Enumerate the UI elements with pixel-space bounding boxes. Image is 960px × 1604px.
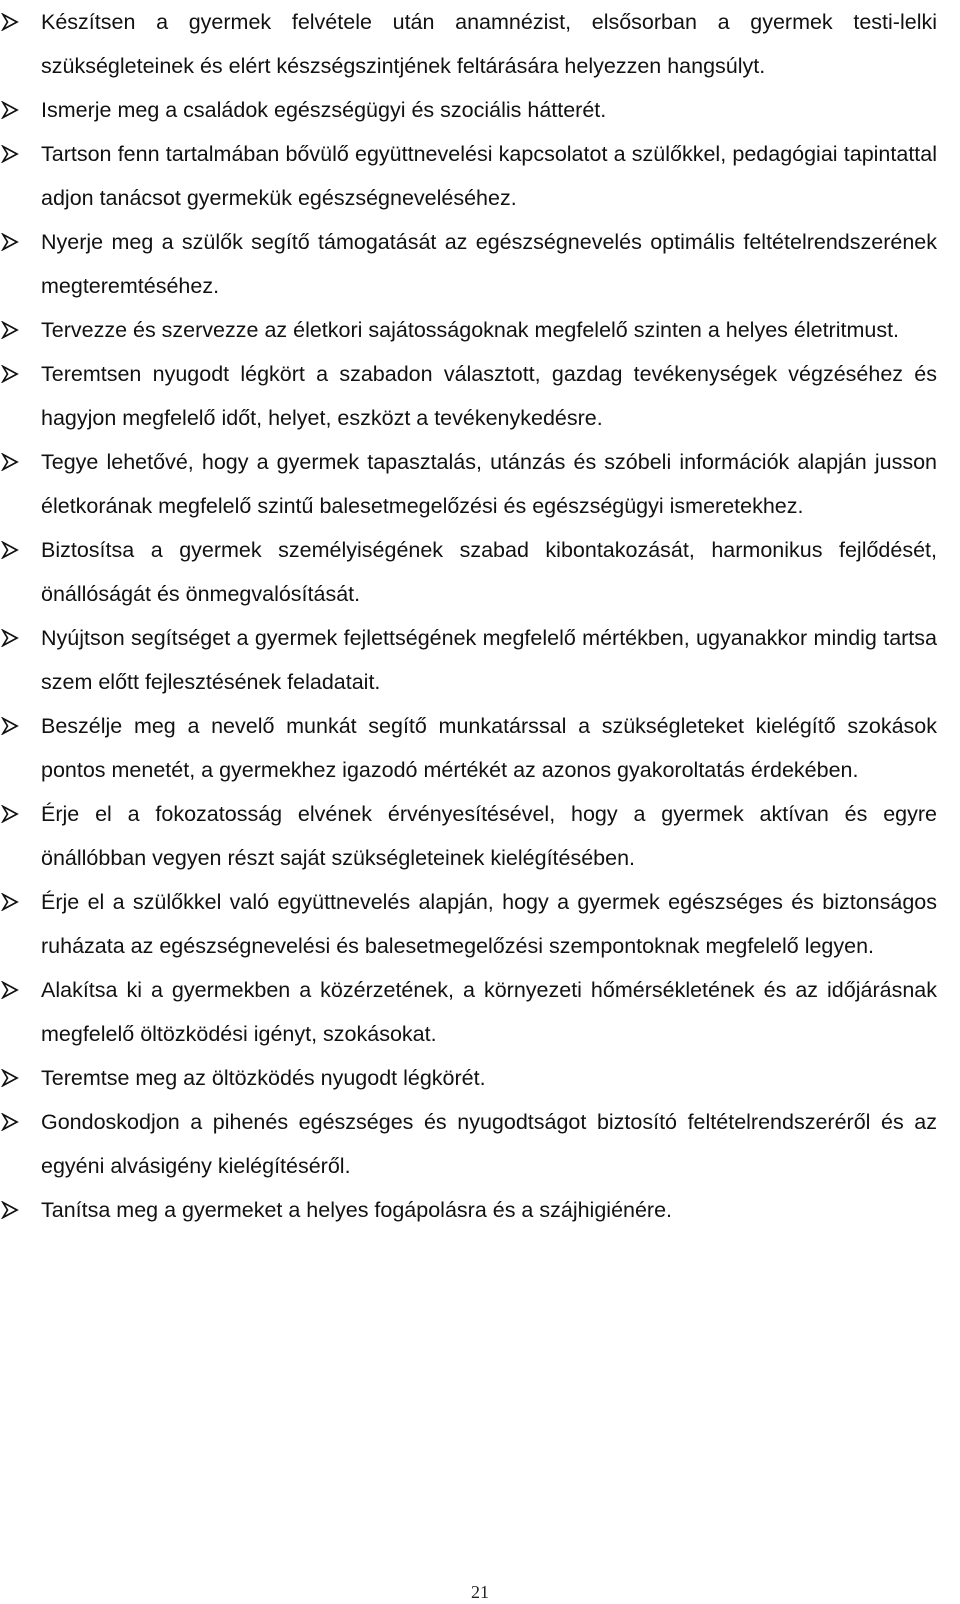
list-item-text: Nyújtson segítséget a gyermek fejlettségének megfelelő mértékben, ugyanakkor mindig tartsa szem előtt fejlesztésének feladatait. bbox=[41, 626, 937, 694]
list-item-text: Érje el a fokozatosság elvének érvényesítésével, hogy a gyermek aktívan és egyre önállóbban vegyen részt saját szükségleteinek kielégítésében. bbox=[41, 802, 937, 870]
list-item-text: Teremtse meg az öltözködés nyugodt légkörét. bbox=[41, 1066, 486, 1090]
arrowhead-bullet-icon bbox=[0, 453, 22, 473]
list-item bbox=[0, 88, 960, 132]
list-item bbox=[0, 1100, 960, 1188]
list-item bbox=[0, 528, 960, 616]
list-item bbox=[0, 220, 960, 308]
list-item bbox=[0, 308, 960, 352]
arrowhead-bullet-icon bbox=[0, 1069, 22, 1089]
arrowhead-bullet-icon bbox=[0, 629, 22, 649]
list-item-text: Teremtsen nyugodt légkört a szabadon választott, gazdag tevékenységek végzéséhez és hagyjon megfelelő időt, helyet, eszközt a tevékenykedésre. bbox=[41, 362, 937, 430]
arrowhead-bullet-icon bbox=[0, 981, 22, 1001]
list-item bbox=[0, 440, 960, 528]
arrowhead-bullet-icon bbox=[0, 541, 22, 561]
list-item-text: Készítsen a gyermek felvétele után anamnézist, elsősorban a gyermek testi-lelki szükségleteinek és elért készségszintjének feltárására helyezzen hangsúlyt. bbox=[41, 10, 937, 78]
page-number: 21 bbox=[471, 1582, 489, 1602]
list-item bbox=[0, 1188, 960, 1232]
list-item-text: Nyerje meg a szülők segítő támogatását az egészségnevelés optimális feltételrendszerének megteremtéséhez. bbox=[41, 230, 937, 298]
list-item-text: Ismerje meg a családok egészségügyi és szociális hátterét. bbox=[41, 98, 607, 122]
list-item-text: Alakítsa ki a gyermekben a közérzetének, a környezeti hőmérsékletének és az időjárásnak megfelelő öltözködési igényt, szokásokat. bbox=[41, 978, 937, 1046]
list-item bbox=[0, 616, 960, 704]
arrowhead-bullet-icon bbox=[0, 365, 22, 385]
arrowhead-bullet-icon bbox=[0, 233, 22, 253]
arrowhead-bullet-icon bbox=[0, 145, 22, 165]
list-item bbox=[0, 0, 960, 88]
list-item-text: Biztosítsa a gyermek személyiségének szabad kibontakozását, harmonikus fejlődését, önállóságát és önmegvalósítását. bbox=[41, 538, 937, 606]
arrowhead-bullet-icon bbox=[0, 321, 22, 341]
arrowhead-bullet-icon bbox=[0, 101, 22, 121]
arrowhead-bullet-icon bbox=[0, 805, 22, 825]
list-item bbox=[0, 968, 960, 1056]
list-item-text: Gondoskodjon a pihenés egészséges és nyugodtságot biztosító feltételrendszeréről és az egyéni alvásigény kielégítéséről. bbox=[41, 1110, 937, 1178]
list-item-text: Tartson fenn tartalmában bővülő együttnevelési kapcsolatot a szülőkkel, pedagógiai tapintattal adjon tanácsot gyermekük egészségneveléséhez. bbox=[41, 142, 937, 210]
list-item bbox=[0, 132, 960, 220]
list-item bbox=[0, 792, 960, 880]
list-item bbox=[0, 352, 960, 440]
arrowhead-bullet-icon bbox=[0, 893, 22, 913]
list-item-text: Tegye lehetővé, hogy a gyermek tapasztalás, utánzás és szóbeli információk alapján jusson életkorának megfelelő szintű balesetmegelőzési és egészségügyi ismeretekhez. bbox=[41, 450, 937, 518]
list-item bbox=[0, 704, 960, 792]
arrowhead-bullet-icon bbox=[0, 1201, 22, 1221]
list-item-text: Beszélje meg a nevelő munkát segítő munkatárssal a szükségleteket kielégítő szokások pontos menetét, a gyermekhez igazodó mértékét az azonos gyakoroltatás érdekében. bbox=[41, 714, 937, 782]
list-item-text: Érje el a szülőkkel való együttnevelés alapján, hogy a gyermek egészséges és biztonságos ruházata az egészségnevelési és balesetmegelőzési szempontoknak megfelelő legyen. bbox=[41, 890, 937, 958]
list-item-text: Tervezze és szervezze az életkori sajátosságoknak megfelelő szinten a helyes életritmust. bbox=[41, 318, 900, 342]
arrowhead-bullet-icon bbox=[0, 1113, 22, 1133]
arrowhead-bullet-icon bbox=[0, 717, 22, 737]
list-item bbox=[0, 1056, 960, 1100]
list-item bbox=[0, 880, 960, 968]
arrowhead-bullet-icon bbox=[0, 13, 22, 33]
list-item-text: Tanítsa meg a gyermeket a helyes fogápolásra és a szájhigiénére. bbox=[41, 1198, 673, 1222]
